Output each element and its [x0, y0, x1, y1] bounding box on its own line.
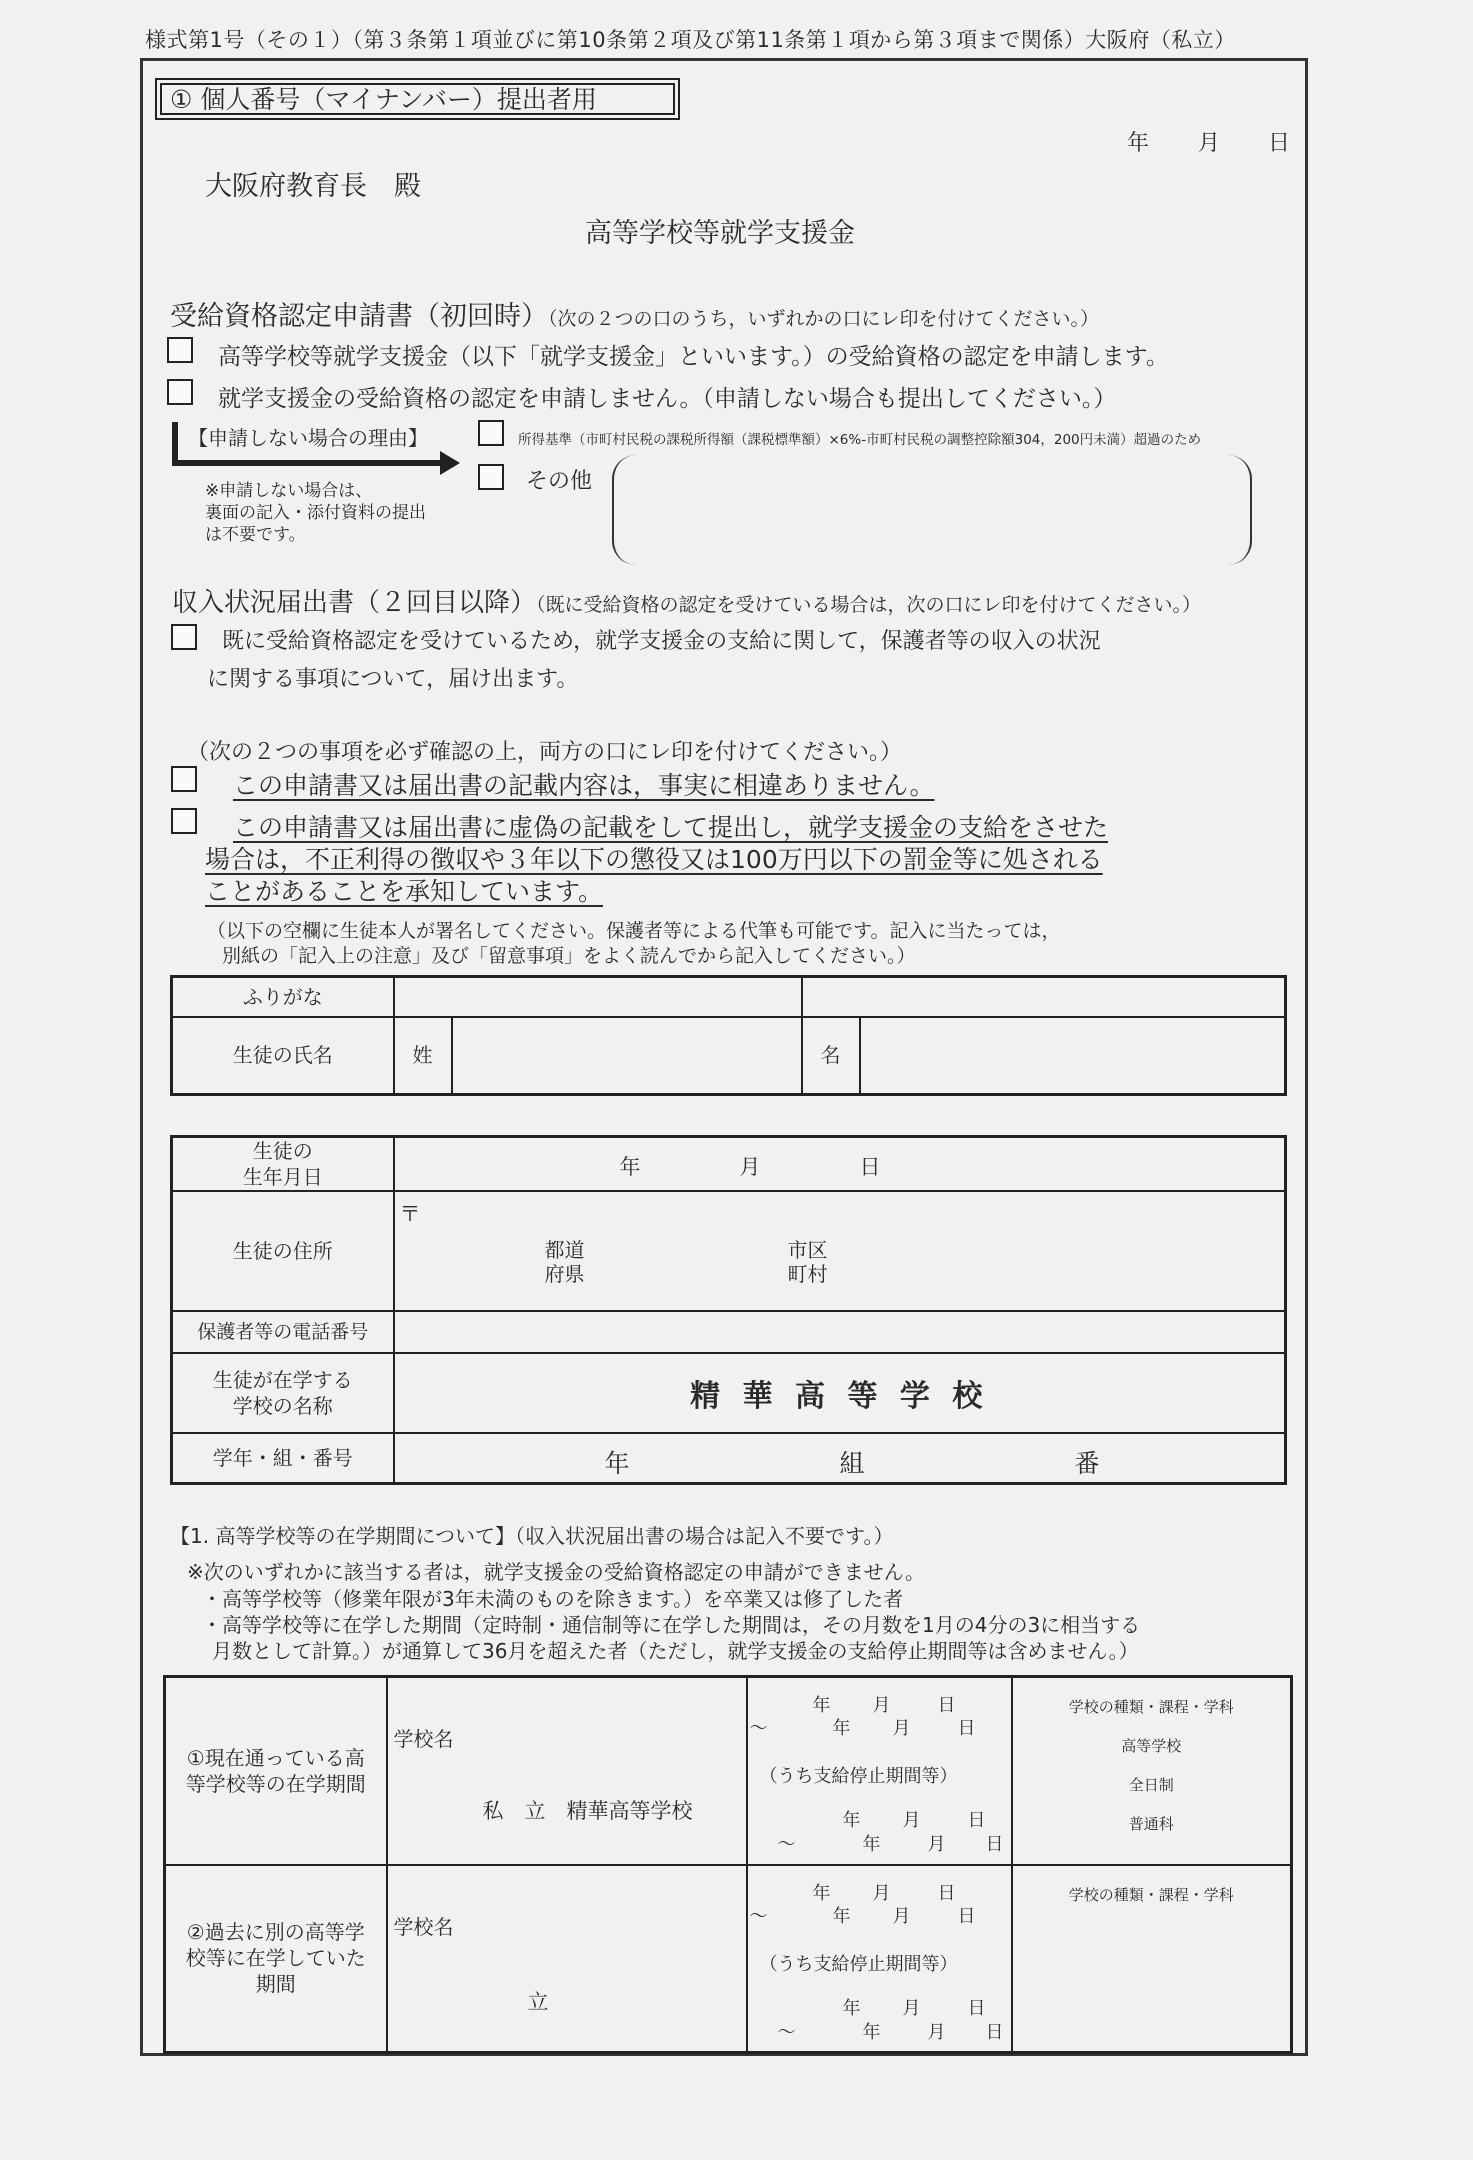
- past-school-dates-field[interactable]: [747, 1865, 1012, 2053]
- birthdate-field[interactable]: [394, 1137, 1286, 1192]
- suspension-end-day: 日: [985, 2021, 1004, 2043]
- school-name-field[interactable]: [394, 1353, 1286, 1433]
- suspension-start-year: 年: [842, 1810, 861, 1831]
- department-value: 普通科: [1128, 1815, 1174, 1833]
- application-heading: [170, 294, 1099, 333]
- past-school-period-label: [165, 1865, 387, 2053]
- student-name-label: 生徒の氏名: [172, 1017, 394, 1095]
- end-day: 日: [957, 1718, 976, 1739]
- birthdate-label: [172, 1137, 394, 1192]
- end-year: 年: [832, 1905, 851, 1927]
- addressee: 大阪府教育長 殿: [205, 171, 421, 202]
- reason-other-checkbox[interactable]: [478, 464, 504, 490]
- section1-note-2: ・高等学校等（修業年限が3年未満のものを除きます。）を卒業又は修了した者: [202, 1587, 904, 1611]
- given-name-label: 名: [802, 1017, 860, 1095]
- end-month: 月: [892, 1905, 911, 1927]
- tilde: ～: [777, 1834, 796, 1855]
- reason-arrow: [172, 460, 442, 466]
- school-type-label: 学校の種類・課程・学科: [1068, 1885, 1234, 1904]
- school-type-label: 学校の種類・課程・学科: [1068, 1698, 1234, 1716]
- past-school-name-field[interactable]: [387, 1865, 747, 2053]
- confirm-item-2-line-3: ことがあることを承知しています。: [205, 877, 604, 906]
- not-apply-note: [205, 480, 426, 546]
- signature-note-2: 別紙の「記入上の注意」及び「留意事項」をよく読んでから記入してください。）: [222, 945, 916, 967]
- section1-note-3: ・高等学校等に在学した期間（定時制・通信制等に在学した期間は，その月数を1月の4分の3に相当する: [202, 1613, 1141, 1637]
- document-title: 高等学校等就学支援金: [585, 218, 855, 249]
- reason-other-text: その他: [526, 469, 593, 494]
- section1-note-1: ※次のいずれかに該当する者は，就学支援金の受給資格認定の申請ができません。: [187, 1560, 925, 1584]
- address-field[interactable]: [394, 1191, 1286, 1311]
- furigana-label: ふりがな: [172, 977, 394, 1017]
- address-label: 生徒の住所: [172, 1191, 394, 1311]
- suspension-end-year: 年: [862, 1834, 881, 1855]
- suspension-end-month: 月: [927, 2021, 946, 2043]
- school-type-value: 高等学校: [1121, 1737, 1182, 1755]
- confirm-instruction: （次の２つの事項を必ず確認の上，両方の口にレ印を付けてください。）: [187, 740, 903, 765]
- tilde: ～: [777, 2021, 796, 2043]
- surname-field[interactable]: [452, 1017, 802, 1095]
- suspension-start-month: 月: [902, 1810, 921, 1831]
- start-day: 日: [937, 1882, 956, 1904]
- tilde: ～: [749, 1718, 768, 1739]
- birthdate-label-1: 生徒の: [252, 1139, 313, 1163]
- furigana-surname-field[interactable]: [394, 977, 802, 1017]
- city-label-1: 市区: [787, 1238, 828, 1262]
- past-school-label-1: ②過去に別の高等学: [186, 1920, 365, 1945]
- application-note: （次の２つの口のうち，いずれかの口にレ印を付けてください。）: [548, 308, 1100, 330]
- signature-note-1: （以下の空欄に生徒本人が署名してください。保護者等による代筆も可能です。記入に当たっては，: [207, 920, 1061, 942]
- section1-heading: 【1. 高等学校等の在学期間について】（収入状況届出書の場合は記入不要です。）: [170, 1524, 894, 1548]
- start-year: 年: [812, 1882, 831, 1904]
- current-school-name-field[interactable]: [387, 1677, 747, 1865]
- postal-mark: 〒: [399, 1202, 421, 1226]
- end-month: 月: [892, 1718, 911, 1739]
- past-school-label-2: 校等に在学していた: [185, 1946, 366, 1971]
- suspension-end-month: 月: [927, 1834, 946, 1855]
- date-day: 日: [1268, 131, 1291, 156]
- form-number: 様式第1号（その１）（第３条第１項並びに第10条第２項及び第11条第１項から第３項まで関係）大阪府（私立）: [145, 28, 1236, 52]
- course-value: 全日制: [1128, 1776, 1174, 1794]
- current-school-type-field[interactable]: [1012, 1677, 1292, 1865]
- current-school-dates-field[interactable]: [747, 1677, 1012, 1865]
- not-apply-note-line: 裏面の記入・添付資料の提出: [205, 503, 426, 523]
- given-name-field[interactable]: [860, 1017, 1286, 1095]
- current-school-label-1: ①現在通っている高: [186, 1745, 365, 1770]
- income-report-heading-text: 収入状況届出書（２回目以降）: [172, 588, 537, 618]
- suspension-end-day: 日: [985, 1834, 1004, 1855]
- school-name-caption: 学校名: [393, 1914, 454, 1939]
- birthdate-label-2: 生年月日: [242, 1165, 323, 1189]
- section1-note-4: 月数として計算。）が通算して36月を超えた者（ただし，就学支援金の支給停止期間等は含めません。）: [212, 1639, 1139, 1663]
- submitter-box: [155, 78, 680, 120]
- school-name-label: [172, 1353, 394, 1433]
- submitter-box-inner: ① 個人番号（マイナンバー）提出者用: [160, 83, 675, 115]
- start-year: 年: [812, 1695, 831, 1716]
- suspension-label: （うち支給停止期間等）: [759, 1953, 958, 1975]
- surname-label: 姓: [394, 1017, 452, 1095]
- tilde: ～: [749, 1905, 768, 1927]
- past-school-label-3: 期間: [255, 1972, 296, 1997]
- reason-arrow-head: [440, 451, 460, 475]
- suspension-end-year: 年: [862, 2021, 881, 2043]
- suspension-start-day: 日: [967, 1810, 986, 1831]
- prefecture-label-2: 府県: [544, 1262, 585, 1286]
- current-school-name-value: 私 立 精華高等学校: [482, 1799, 693, 1823]
- date-year: 年: [1127, 131, 1150, 156]
- suspension-start-year: 年: [842, 1997, 861, 2019]
- name-table: [170, 975, 1287, 1096]
- reason-other-field[interactable]: [612, 455, 1252, 565]
- start-day: 日: [937, 1695, 956, 1716]
- start-month: 月: [872, 1695, 891, 1716]
- suspension-label: （うち支給停止期間等）: [759, 1766, 958, 1787]
- end-year: 年: [832, 1718, 851, 1739]
- suspension-start-month: 月: [902, 1997, 921, 2019]
- furigana-given-field[interactable]: [802, 977, 1286, 1017]
- end-day: 日: [957, 1905, 976, 1927]
- confirm-checkbox-1[interactable]: [171, 766, 197, 792]
- confirm-item-2-line-1: この申請書又は届出書に虚偽の記載をして提出し，就学支援金の支給をさせた: [233, 813, 1109, 842]
- birth-day-label: 日: [859, 1155, 881, 1179]
- income-report-heading: [172, 582, 1201, 619]
- application-heading-text: 受給資格認定申請書（初回時）: [170, 301, 548, 332]
- reason-income-text: 所得基準（市町村民税の課税所得額（課税標準額）×6%-市町村民税の調整控除額304，200円未満）超過のため: [518, 432, 1202, 448]
- school-name-caption: 学校名: [393, 1727, 454, 1751]
- income-report-note: （既に受給資格の認定を受けている場合は，次の口にレ印を付けてください。）: [536, 594, 1202, 616]
- confirm-checkbox-2[interactable]: [171, 808, 197, 834]
- current-school-label-2: 等学校等の在学期間: [185, 1771, 366, 1796]
- birth-year-label: 年: [619, 1155, 641, 1179]
- birth-month-label: 月: [739, 1155, 761, 1179]
- city-label-2: 町村: [787, 1262, 828, 1286]
- school-name-value: 精 華 高 等 学 校: [690, 1379, 989, 1414]
- class-label: 組: [839, 1449, 865, 1478]
- school-name-label-1: 生徒が在学する: [212, 1368, 353, 1392]
- past-school-name-value: 立: [527, 1989, 549, 2014]
- date-month: 月: [1198, 131, 1221, 156]
- school-name-label-2: 学校の名称: [232, 1394, 333, 1418]
- info-table: [170, 1135, 1287, 1485]
- confirm-item-1: この申請書又は届出書の記載内容は，事実に相違ありません。: [233, 771, 935, 800]
- prefecture-label-1: 都道: [544, 1238, 585, 1262]
- not-apply-checkbox[interactable]: [167, 379, 193, 405]
- suspension-start-day: 日: [967, 1997, 986, 2019]
- phone-label: 保護者等の電話番号: [172, 1311, 394, 1353]
- not-apply-option-text: 就学支援金の受給資格の認定を申請しません。（申請しない場合も提出してください。）: [218, 386, 1117, 412]
- income-report-checkbox[interactable]: [171, 624, 197, 650]
- grade-class-number-field[interactable]: [394, 1433, 1286, 1483]
- not-apply-note-line: ※申請しない場合は、: [205, 481, 373, 501]
- confirm-item-2-line-2: 場合は，不正利得の徴収や３年以下の懲役又は100万円以下の罰金等に処される: [205, 845, 1103, 874]
- income-report-text-2: に関する事項について，届け出ます。: [207, 667, 579, 692]
- not-apply-note-line: は不要です。: [205, 525, 306, 545]
- reason-income-checkbox[interactable]: [478, 420, 504, 446]
- current-school-period-label: [165, 1677, 387, 1865]
- past-school-type-field[interactable]: [1012, 1865, 1292, 2053]
- grade-label: 年: [604, 1449, 630, 1478]
- number-label: 番: [1074, 1449, 1100, 1478]
- income-report-text-1: 既に受給資格認定を受けているため，就学支援金の支給に関して，保護者等の収入の状況: [222, 629, 1101, 654]
- city-label: [788, 1238, 828, 1286]
- apply-checkbox[interactable]: [167, 337, 193, 363]
- reason-label: 【申請しない場合の理由】: [188, 422, 428, 451]
- phone-field[interactable]: [394, 1311, 1286, 1353]
- grade-class-number-label: 学年・組・番号: [172, 1433, 394, 1483]
- apply-option-text: 高等学校等就学支援金（以下「就学支援金」といいます。）の受給資格の認定を申請します。: [218, 344, 1169, 370]
- period-table: [163, 1675, 1293, 2054]
- start-month: 月: [872, 1882, 891, 1904]
- prefecture-label: [545, 1238, 585, 1286]
